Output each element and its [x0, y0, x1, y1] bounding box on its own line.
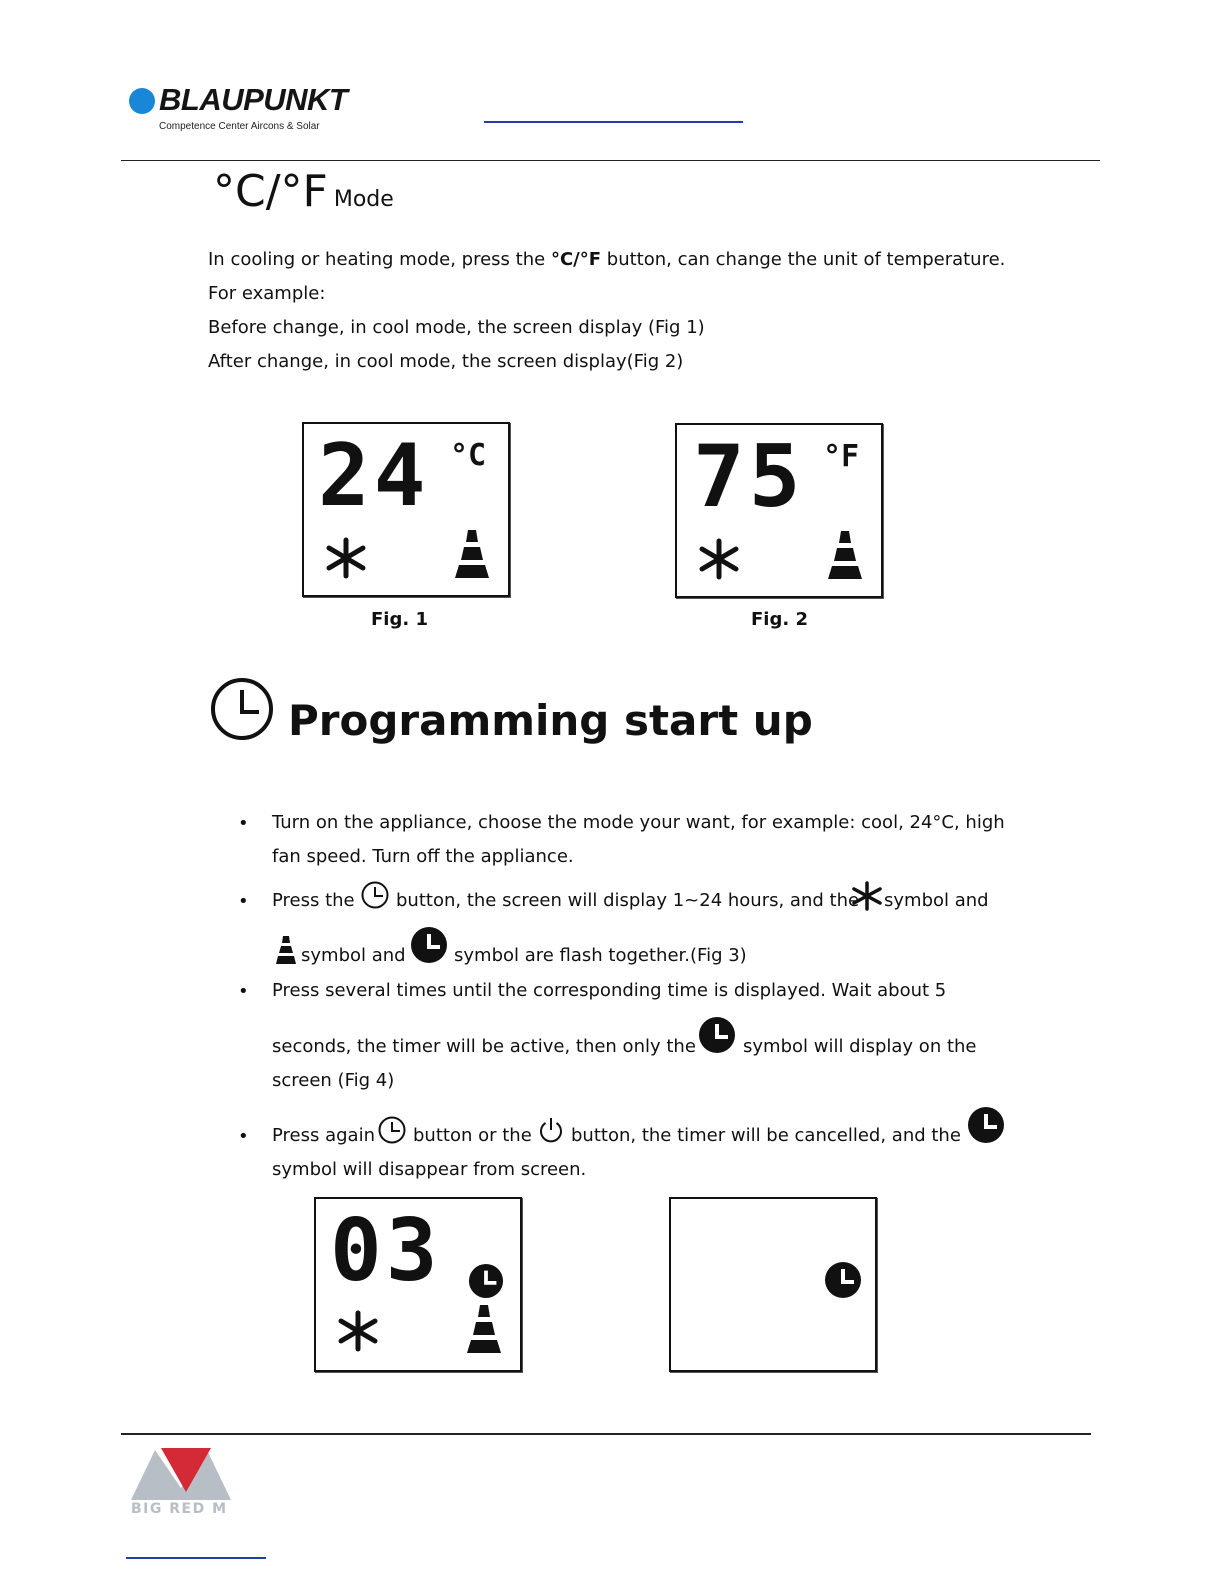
bullet-dot: •: [238, 813, 249, 834]
lcd-fig2-value: 75: [693, 427, 805, 527]
timer-solid-icon: [410, 926, 448, 964]
bullet4-part2: button or the: [413, 1125, 532, 1146]
lcd-fig3-value: 03: [330, 1201, 442, 1301]
brand-tagline: Competence Center Aircons & Solar: [159, 121, 320, 132]
bullet2-part5: symbol are flash together.(Fig 3): [454, 945, 747, 966]
snowflake-icon: [324, 536, 368, 580]
bullet1-line1: Turn on the appliance, choose the mode your want, for example: cool, 24°C, high: [272, 812, 1005, 833]
timer-solid-icon: [824, 1261, 862, 1299]
bullet-dot: •: [238, 891, 249, 912]
bullet2-part4: symbol and: [301, 945, 406, 966]
cf-button-label: °C/°F: [550, 249, 602, 270]
lcd-fig2-unit: °F: [823, 439, 860, 474]
bullet3-line1: Press several times until the corresponding time is displayed. Wait about 5: [272, 980, 947, 1001]
cf-paragraph-line1: [208, 248, 1005, 272]
header-divider: [121, 160, 1100, 161]
bullet2-part3: symbol and: [884, 890, 989, 911]
fan-speed-high-icon: [275, 935, 297, 965]
cf-paragraph-line4: After change, in cool mode, the screen display(Fig 2): [208, 351, 684, 372]
bullet3-line3: screen (Fig 4): [272, 1070, 395, 1091]
footer-link-underline[interactable]: [126, 1557, 266, 1559]
cf-mode-heading: [213, 166, 394, 217]
cf-heading-symbol: °C/°F: [213, 166, 328, 217]
power-button-icon: [537, 1115, 565, 1145]
footer-divider: [121, 1433, 1091, 1435]
fan-speed-high-icon: [452, 528, 492, 580]
big-red-m-logo-text: BIG RED M: [131, 1501, 228, 1516]
lcd-fig1-unit: °C: [450, 438, 487, 473]
bullet3-part2: symbol will display on the: [743, 1036, 977, 1057]
lcd-fig1: [302, 422, 510, 597]
bullet4-part1: Press again: [272, 1125, 375, 1146]
bullet3-part1: seconds, the timer will be active, then only the: [272, 1036, 696, 1057]
programming-title: Programming start up: [288, 696, 813, 745]
cf-paragraph-line2: For example:: [208, 283, 326, 304]
fan-speed-high-icon: [464, 1303, 504, 1355]
lcd-fig2: [675, 423, 883, 598]
fig2-caption: Fig. 2: [751, 609, 808, 630]
bullet-dot: •: [238, 981, 249, 1002]
bullet4-part3: button, the timer will be cancelled, and the: [571, 1125, 961, 1146]
clock-outline-icon: [209, 676, 275, 742]
timer-button-icon: [360, 880, 390, 910]
cf-paragraph-line3: Before change, in cool mode, the screen display (Fig 1): [208, 317, 705, 338]
bullet2-part1: Press the: [272, 890, 355, 911]
timer-button-icon: [377, 1115, 407, 1145]
snowflake-icon: [697, 537, 741, 581]
snowflake-icon: [850, 881, 884, 911]
bullet1-line2: fan speed. Turn off the appliance.: [272, 846, 574, 867]
bullet-dot: •: [238, 1126, 249, 1147]
blaupunkt-logo-dot: [129, 88, 155, 114]
lcd-fig3: [314, 1197, 522, 1372]
bullet4-line2: symbol will disappear from screen.: [272, 1159, 587, 1180]
timer-solid-icon: [698, 1016, 736, 1054]
fig1-caption: Fig. 1: [371, 609, 428, 630]
bullet2-part2: button, the screen will display 1~24 hours, and the: [396, 890, 860, 911]
timer-solid-icon: [967, 1106, 1005, 1144]
fan-speed-high-icon: [825, 529, 865, 581]
cf-line1-pre: In cooling or heating mode, press the: [208, 249, 546, 270]
big-red-m-logo: [129, 1444, 233, 1516]
lcd-fig4: [669, 1197, 877, 1372]
brand-name: BLAUPUNKT: [159, 82, 348, 117]
lcd-fig1-value: 24: [318, 426, 430, 526]
header-link-underline[interactable]: [484, 121, 743, 123]
cf-heading-word: Mode: [333, 187, 394, 212]
cf-line1-post: button, can change the unit of temperature.: [606, 249, 1006, 270]
snowflake-icon: [336, 1309, 380, 1353]
timer-solid-icon: [468, 1263, 504, 1299]
